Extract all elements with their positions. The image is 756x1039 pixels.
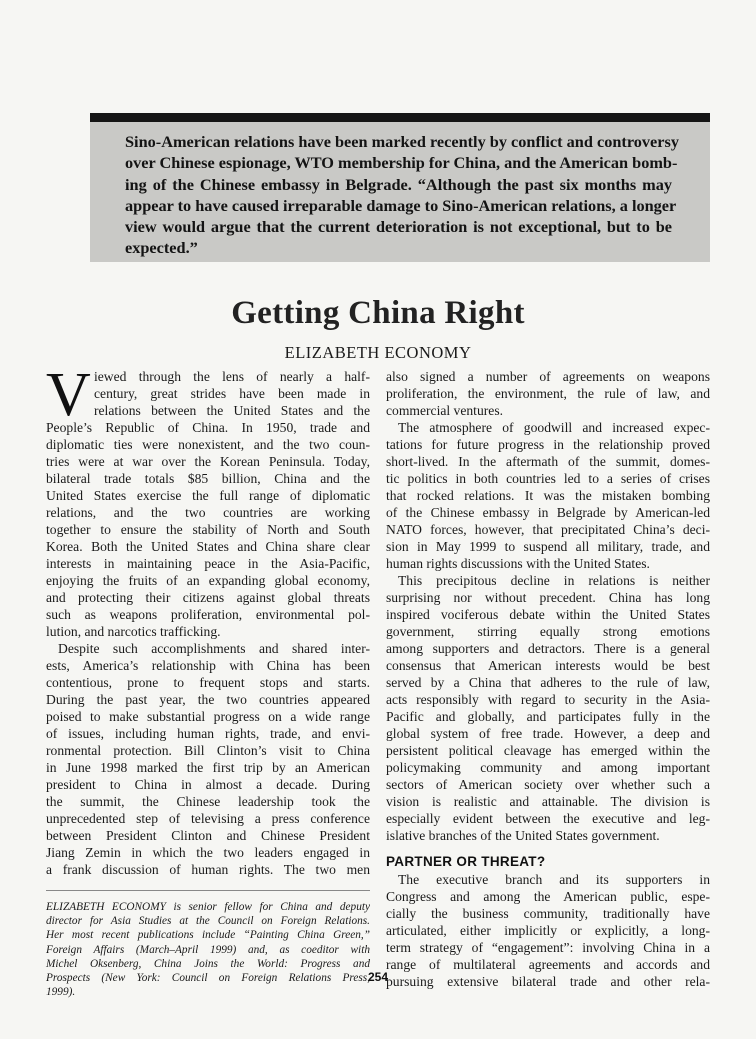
text-line: relations, and the two countries are working [46, 505, 370, 520]
text-line: and protecting their citizens against global threats [46, 590, 370, 605]
section-heading: PARTNER OR THREAT? [386, 854, 546, 869]
text-line: NATO forces, however, that precipitated China’s deci- [386, 522, 710, 537]
text-line: Congress and among the American public, espe- [386, 889, 710, 904]
text-line: government, stirring equally strong emotions [386, 624, 710, 639]
text-line: During the past year, the two countries appeared [46, 692, 370, 707]
text-line: poised to make substantial progress on a wide range [46, 709, 370, 724]
text-line: tations for future progress in the relationship proved [386, 437, 710, 452]
text-line: cially the business community, traditionally have [386, 906, 710, 921]
text-line: enjoying the fruits of an expanding global economy, [46, 573, 370, 588]
bio-line: Foreign Affairs (March–April 1999) and, as coeditor with [46, 943, 370, 956]
text-line: Jiang Zemin in which the two leaders engaged in [46, 845, 370, 860]
left-column [46, 361, 370, 999]
article-author: ELIZABETH ECONOMY [284, 343, 472, 362]
text-line: such as weapons proliferation, environmental pol- [46, 607, 370, 622]
pull-quote [90, 122, 710, 262]
text-line: tries were at war over the Korean Peninsula. Today, [46, 454, 370, 469]
bio-line: Michel Oksenberg, China Joins the World: Progress and [46, 957, 370, 970]
text-line: United States exercise the full range of diplomatic [46, 488, 370, 503]
text-line: also signed a number of agreements on weapons [386, 369, 710, 384]
pull-quote-line: ing of the Chinese embassy in Belgrade. “Although the past six months may [125, 174, 672, 194]
text-line: islative branches of the United States government. [386, 828, 660, 843]
text-line: short-lived. In the aftermath of the summit, domes- [386, 454, 710, 469]
paragraph [386, 419, 710, 572]
text-line: global system of free trade. However, a deep and [386, 726, 710, 741]
pull-quote-line: appear to have caused irreparable damage to Sino-American relations, a longer [125, 195, 677, 215]
text-line: proliferation, the environment, the rule of law, and [386, 386, 710, 401]
text-line: persistent political cleavage has emerged within the [386, 743, 710, 758]
text-line: Despite such accomplishments and shared inter- [58, 641, 370, 656]
text-line: inspired vociferous debate within the United States [386, 607, 710, 622]
text-line: policymaking community and among important [386, 760, 710, 775]
text-line: a frank discussion of human rights. The two men [46, 862, 370, 877]
text-line: bilateral trade totals $85 billion, China and the [46, 471, 370, 486]
text-line: The executive branch and its supporters in [398, 872, 710, 887]
text-line: served by a China that adheres to the rule of law, [386, 675, 710, 690]
bio-line: Prospects (New York: Council on Foreign Relations Press, [46, 972, 370, 985]
text-line: This precipitous decline in relations is neither [398, 573, 710, 588]
text-line: century, great strides have been made in [94, 386, 370, 401]
text-line: between President Clinton and Chinese President [46, 828, 370, 843]
text-line: diplomatic ties were nonexistent, and the two coun- [46, 437, 370, 452]
bio-line: Her most recent publications include “Painting China Green,” [46, 929, 370, 942]
text-line: articulated, either implicitly or explicitly, a long- [386, 923, 710, 938]
header-rule [90, 113, 710, 122]
text-line: range of multilateral agreements and accords and [386, 957, 710, 972]
text-line: of issues, including human rights, trade, and envi- [46, 726, 370, 741]
text-line: sectors of American society over whether such a [386, 777, 710, 792]
text-line: together to ensure the stability of North and South [46, 522, 370, 537]
text-line: among supporters and detractors. There is a general [386, 641, 710, 656]
text-line: acts responsibly with regard to security in the Asia- [386, 692, 710, 707]
drop-cap: V [46, 361, 91, 429]
text-line: People’s Republic of China. In 1950, trade and [46, 420, 370, 435]
text-line: ests, America’s relationship with China has been [46, 658, 370, 673]
text-line: sion in May 1999 to suspend all military, trade, and [386, 539, 710, 554]
text-line: Pacific and globally, and participates fully in the [386, 709, 710, 724]
bio-line: ELIZABETH ECONOMY is senior fellow for China and deputy [46, 901, 370, 913]
footnote-divider [46, 890, 370, 891]
text-line: iewed through the lens of nearly a half- [94, 369, 370, 384]
text-line: ronmental protection. Bill Clinton’s visit to China [46, 743, 370, 758]
paragraph [46, 640, 370, 878]
pull-quote-line: view would argue that the current deterioration is not exceptional, but to be [125, 217, 672, 237]
text-line: commercial ventures. [386, 403, 504, 418]
paragraph [386, 572, 710, 844]
text-line: term strategy of “engagement”: involving China in a [386, 940, 710, 955]
bio-line: director for Asia Studies at the Council on Foreign Relations. [46, 915, 370, 928]
text-line: lution, and narcotics trafficking. [46, 624, 221, 639]
text-line: human rights discussions with the United States. [386, 556, 650, 571]
text-line: tic politics in both countries led to a series of crises [386, 471, 710, 486]
bio-line: 1999). [46, 986, 76, 999]
text-line: unprecedented step of televising a press conference [46, 811, 370, 826]
text-line: in June 1998 marked the first trip by an American [46, 760, 370, 775]
text-line: president to China in almost a decade. During [46, 777, 370, 792]
text-line: consensus that American interests would be best [386, 658, 710, 673]
page-number: 254 [367, 970, 389, 984]
text-line: surprising nor without precedent. China has long [386, 590, 710, 605]
pull-quote-line: over Chinese espionage, WTO membership for China, and the American bomb- [125, 153, 678, 173]
pull-quote-line: Sino-American relations have been marked recently by conflict and controversy [125, 132, 679, 151]
text-line: vision is realistic and attainable. The division is [386, 794, 710, 809]
right-column [386, 368, 710, 990]
text-line: that rocked relations. It was the mistaken bombing [386, 488, 710, 503]
article-title: Getting China Right [231, 295, 525, 331]
paragraph [386, 368, 710, 419]
text-line: interests in maintaining peace in the Asia-Pacific, [46, 556, 370, 571]
paragraph [46, 368, 370, 640]
text-line: of the Chinese embassy in Belgrade by American-led [386, 505, 710, 520]
text-line: contentious, prone to frequent stops and starts. [46, 675, 370, 690]
text-line: pursuing extensive bilateral trade and other rela- [386, 974, 710, 989]
pull-quote-line: expected.” [125, 238, 198, 258]
text-line: especially evident between the executive and leg- [386, 811, 710, 826]
text-line: Korea. Both the United States and China share clear [46, 539, 370, 554]
text-line: relations between the United States and the [94, 403, 370, 418]
text-line: The atmosphere of goodwill and increased expec- [398, 420, 710, 435]
author-bio [46, 900, 370, 999]
text-line: the summit, the Chinese leadership took the [46, 794, 370, 809]
